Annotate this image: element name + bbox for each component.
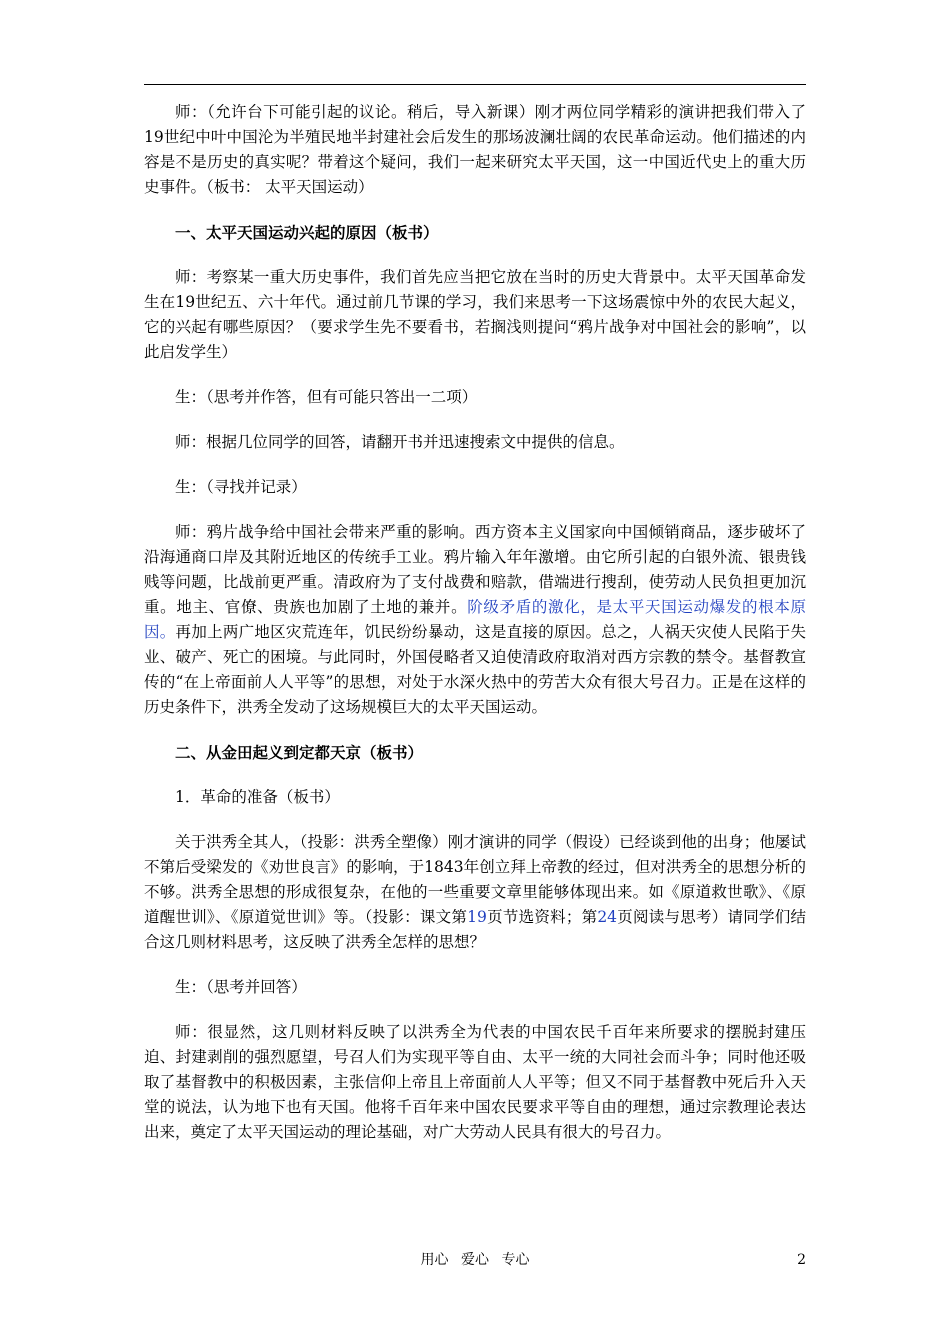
paragraph-teacher-summary: 师：很显然，这几则材料反映了以洪秀全为代表的中国农民千百年来所要求的摆脱封建压迫、封建剥削的强烈愿望，号召人们为实现平等自由、太平一统的大同社会而斗争；同时他还吸取了基督教中的积极因素，主张信仰上帝且上帝面前人人平等；但又不同于基督教中死后升入天堂的说法，认为地下也有天国。他将千百年来中国农民要求平等自由的理想，通过宗教理论表达出来，奠定了太平天国运动的理论基础，对广大劳动人民具有很大的号召力。 xyxy=(144,1023,806,1141)
paragraph-causes xyxy=(144,520,806,720)
paragraph-student-answer: 生：（思考并作答，但有可能只答出一二项） xyxy=(175,388,478,406)
page-ref-24: 24 xyxy=(597,908,618,926)
header-rule xyxy=(144,84,806,85)
footer-motto: 用心 爱心 专心 xyxy=(420,1252,530,1268)
paragraph-student-reply: 生：（思考并回答） xyxy=(175,978,307,996)
paragraph-student-record: 生：（寻找并记录） xyxy=(175,478,307,496)
section-heading-1: 一、太平天国运动兴起的原因（板书） xyxy=(175,223,439,242)
subsection-heading-1: 1．革命的准备（板书） xyxy=(175,788,340,806)
page-number: 2 xyxy=(797,1252,806,1268)
causes-highlight: 阶级矛盾的激化，是太平天国运动爆发的根本原因。 xyxy=(144,598,806,641)
section-heading-2: 二、从金田起义到定都天京（板书） xyxy=(175,743,424,762)
paragraph-intro: 师：（允许台下可能引起的议论。稍后，导入新课）刚才两位同学精彩的演讲把我们带入了19世纪中叶中国沦为半殖民地半封建社会后发生的那场波澜壮阔的农民革命运动。他们描述的内容是不是历史的真实呢？带着这个疑问，我们一起来研究太平天国，这一中国近代史上的重大历史事件。（板书： 太平天国运动） xyxy=(144,103,806,196)
causes-text-a: 师：鸦片战争给中国社会带来严重的影响。西方资本主义国家向中国倾销商品，逐步破坏了沿海通商口岸及其附近地区的传统手工业。鸦片输入年年激增。由它所引起的白银外流、银贵钱贱等问题，比战前更严重。清政府为了支付战费和赔款，借端进行搜刮，使劳动人民负担更加沉重。地主、官僚、贵族也加剧了土地的兼并。 xyxy=(144,523,806,616)
paragraph-teacher-question: 师：考察某一重大历史事件，我们首先应当把它放在当时的历史大背景中。太平天国革命发生在19世纪五、六十年代。通过前几节课的学习，我们来思考一下这场震惊中外的农民大起义，它的兴起有哪些原因？（要求学生先不要看书，若搁浅则提问“鸦片战争对中国社会的影响”，以此启发学生） xyxy=(144,268,806,361)
hong-text-b: 页节选资料；第 xyxy=(486,908,598,926)
hong-text-c: 页阅读与思考）请同学们结合这几则材料思考，这反映了洪秀全怎样的思想？ xyxy=(144,908,806,951)
paragraph-hong-xiuquan xyxy=(144,830,806,955)
paragraph-teacher-instruction: 师：根据几位同学的回答，请翻开书并迅速搜索文中提供的信息。 xyxy=(175,433,625,451)
hong-text-a: 关于洪秀全其人，（投影：洪秀全塑像）刚才演讲的同学（假设）已经谈到他的出身；他屡试不第后受梁发的《劝世良言》的影响，于1843年创立拜上帝教的经过，但对洪秀全的思想分析的不够。洪秀全思想的形成很复杂，在他的一些重要文章里能够体现出来。如《原道救世歌》、《原道醒世训》、《原道觉世训》等。（投影：课文第 xyxy=(144,833,806,926)
page-ref-19: 19 xyxy=(467,908,487,926)
document-body xyxy=(144,100,806,1165)
causes-text-b: 再加上两广地区灾荒连年，饥民纷纷暴动，这是直接的原因。总之，人祸天灾使人民陷于失业、破产、死亡的困境。与此同时，外国侵略者又迫使清政府取消对西方宗教的禁令。基督教宣传的“在上帝面前人人平等”的思想，对处于水深火热中的劳苦大众有很大号召力。正是在这样的历史条件下，洪秀全发动了这场规模巨大的太平天国运动。 xyxy=(144,623,806,716)
